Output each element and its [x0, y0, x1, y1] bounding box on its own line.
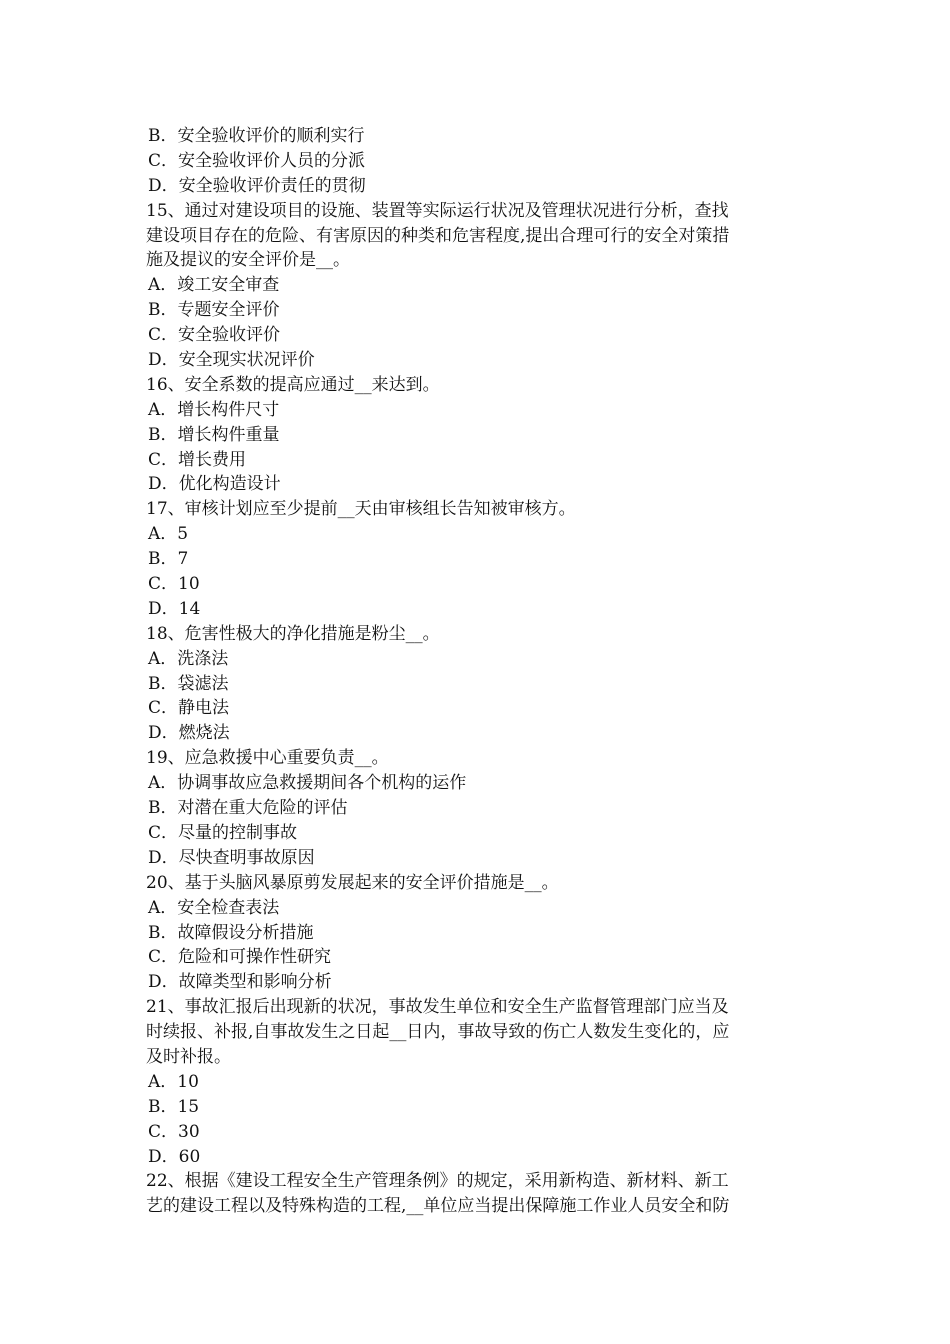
answer-option: C．危险和可操作性研究 — [148, 947, 332, 968]
exam-text-body — [146, 124, 810, 1219]
answer-option: B．袋滤法 — [148, 673, 229, 694]
answer-option: D．优化构造设计 — [148, 474, 281, 495]
question-text-line: 16、安全系数的提高应通过__来达到。 — [146, 374, 440, 395]
question-text-line: 建设项目存在的危险、有害原因的种类和危害程度,提出合理可行的安全对策措 — [146, 225, 730, 246]
answer-option: B．专题安全评价 — [148, 300, 280, 321]
question-text-line: 时续报、补报,自事故发生之日起__日内，事故导致的伤亡人数发生变化的，应 — [146, 1022, 730, 1043]
answer-option: B．15 — [148, 1096, 200, 1117]
answer-option: A．增长构件尺寸 — [148, 399, 280, 420]
question-text-line: 17、审核计划应至少提前__天由审核组长告知被审核方。 — [146, 499, 576, 520]
answer-option: A．竣工安全审查 — [148, 275, 280, 296]
answer-option: B．安全验收评价的顺利实行 — [148, 126, 365, 146]
answer-option: D．14 — [148, 598, 201, 619]
answer-option: C．安全验收评价 — [148, 325, 281, 346]
question-text-line: 18、危害性极大的净化措施是粉尘__。 — [146, 623, 440, 644]
question-text-line: 15、通过对建设项目的设施、装置等实际运行状况及管理状况进行分析，查找 — [146, 200, 729, 221]
answer-option: A．5 — [148, 524, 189, 545]
answer-option: D．安全验收评价责任的贯彻 — [148, 175, 366, 196]
answer-option: C．30 — [148, 1121, 200, 1142]
answer-option: D．故障类型和影响分析 — [148, 972, 332, 993]
answer-option: D．尽快查明事故原因 — [148, 847, 315, 868]
answer-option: C．增长费用 — [148, 449, 247, 470]
answer-option: A．洗涤法 — [148, 648, 229, 669]
answer-option: C．安全验收评价人员的分派 — [148, 150, 366, 171]
question-text-line: 艺的建设工程以及特殊构造的工程,__单位应当提出保障施工作业人员安全和防 — [146, 1196, 730, 1217]
answer-option: D．燃烧法 — [148, 723, 230, 744]
answer-option: B．7 — [148, 549, 189, 570]
answer-option: C．静电法 — [148, 698, 230, 719]
answer-option: D．60 — [148, 1146, 201, 1167]
answer-option: B．故障假设分析措施 — [148, 922, 314, 943]
answer-option: C．10 — [148, 574, 200, 595]
answer-option: A．安全检查表法 — [148, 897, 280, 918]
answer-option: D．安全现实状况评价 — [148, 350, 315, 371]
question-text-line: 19、应急救援中心重要负责__。 — [146, 748, 389, 769]
answer-option: A．10 — [148, 1071, 199, 1092]
question-text-line: 及时补报。 — [146, 1046, 231, 1067]
question-text-line: 施及提议的安全评价是__。 — [146, 250, 350, 271]
question-text-line: 20、基于头脑风暴原剪发展起来的安全评价措施是__。 — [146, 872, 559, 893]
answer-option: B．对潜在重大危险的评估 — [148, 798, 348, 819]
answer-option: C．尽量的控制事故 — [148, 822, 298, 843]
question-text-line: 21、事故汇报后出现新的状况，事故发生单位和安全生产监督管理部门应当及 — [146, 997, 729, 1018]
answer-option: B．增长构件重量 — [148, 424, 280, 445]
answer-option: A．协调事故应急救援期间各个机构的运作 — [148, 773, 467, 794]
question-text-line: 22、根据《建设工程安全生产管理条例》的规定，采用新构造、新材料、新工 — [146, 1171, 729, 1192]
